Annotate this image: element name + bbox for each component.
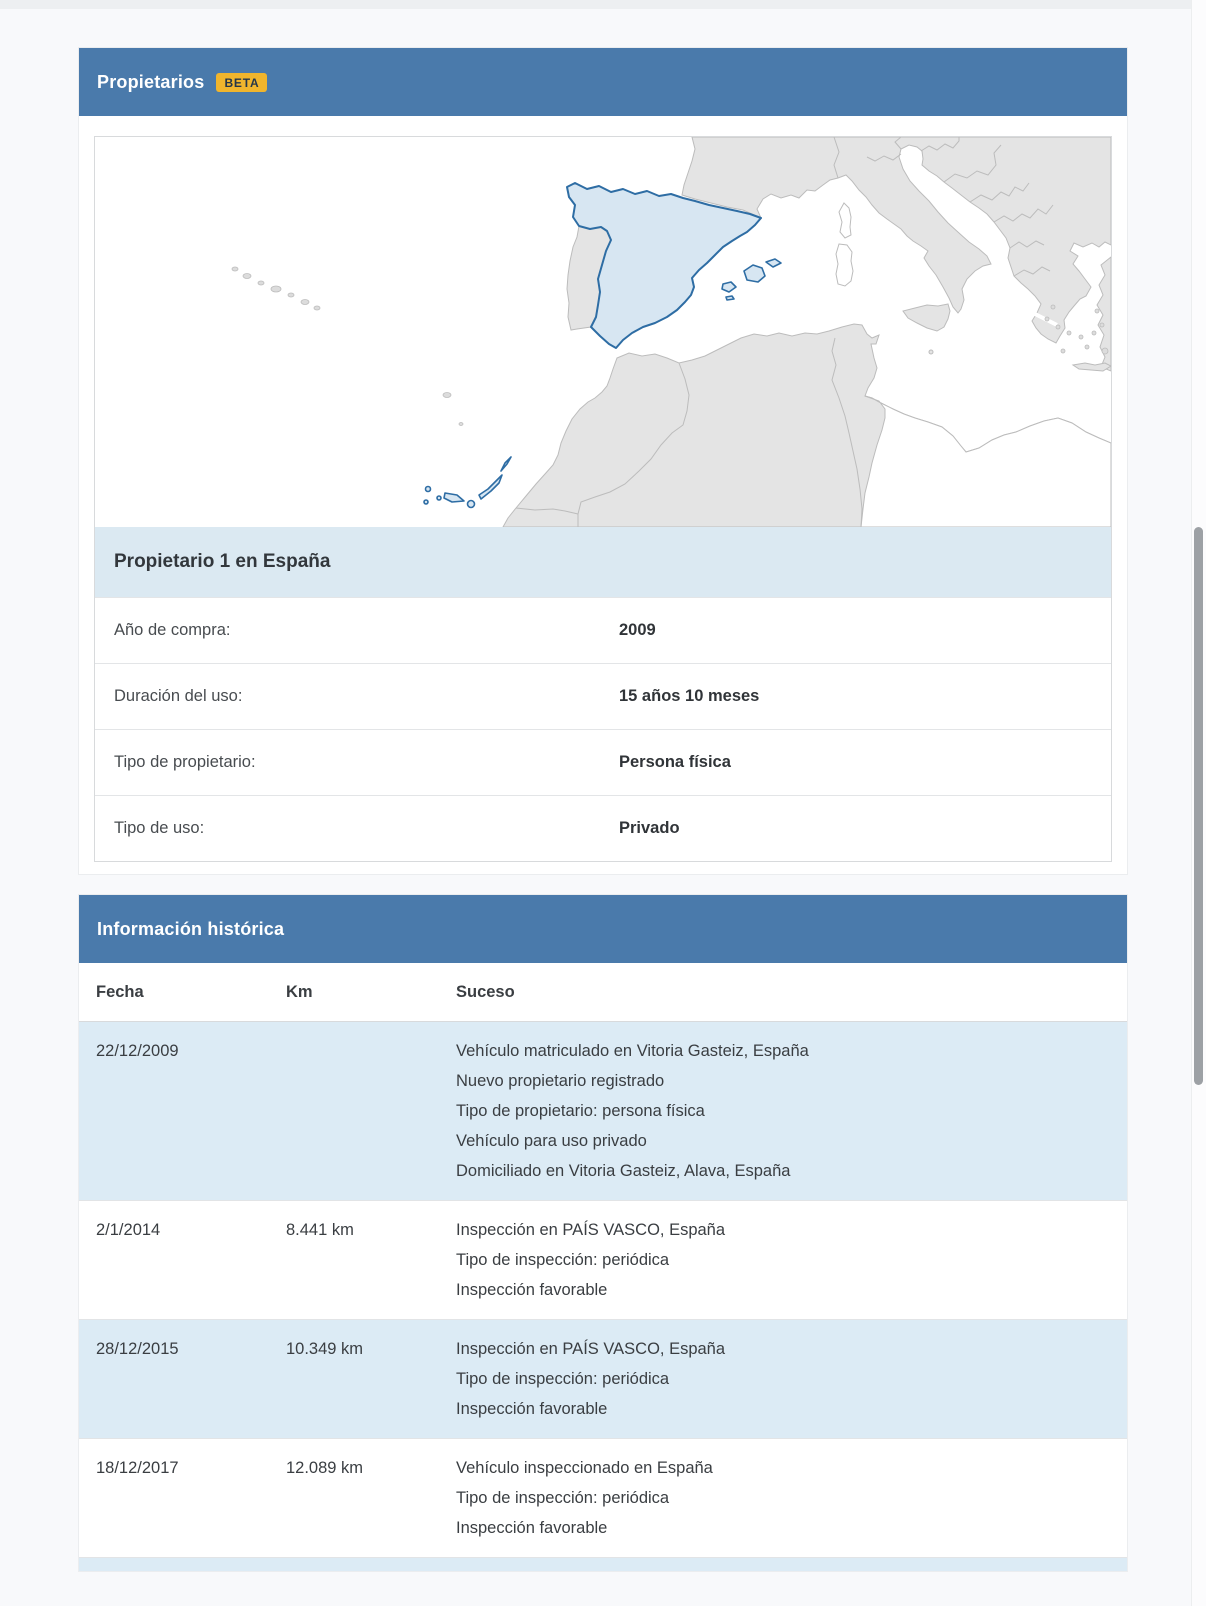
scrollbar-thumb[interactable] <box>1194 527 1203 1085</box>
col-header-suceso: Suceso <box>439 963 1127 1022</box>
owners-card-body <box>79 116 1127 862</box>
owner-details-box <box>94 136 1112 862</box>
europe-map <box>95 137 1111 527</box>
malta <box>929 350 933 354</box>
suceso-line: Inspección favorable <box>456 1519 608 1537</box>
owner-row-usage-duration <box>95 663 1111 729</box>
owner-row-owner-type <box>95 729 1111 795</box>
scrollbar-track[interactable] <box>1191 0 1206 1606</box>
col-header-fecha: Fecha <box>79 963 269 1022</box>
owners-title: Propietarios <box>97 71 205 92</box>
owner-row-usage-type <box>95 795 1111 861</box>
owner-row-label: Año de compra: <box>114 621 231 639</box>
cell-fecha: 28/12/2015 <box>79 1320 269 1439</box>
history-table <box>79 963 1127 1557</box>
table-row <box>79 1022 1127 1201</box>
suceso-line: Vehículo para uso privado <box>456 1132 647 1150</box>
suceso-line: Tipo de inspección: periódica <box>456 1251 670 1269</box>
cell-suceso <box>439 1201 1127 1320</box>
europe-map-svg <box>95 137 1111 527</box>
owner-subheader: Propietario 1 en España <box>95 527 1111 597</box>
suceso-line: Inspección favorable <box>456 1281 608 1299</box>
owner-row-label: Tipo de propietario: <box>114 753 256 771</box>
owner-row-value: 15 años 10 meses <box>619 687 760 705</box>
suceso-line: Vehículo matriculado en Vitoria Gasteiz, España <box>456 1042 809 1060</box>
suceso-line: Inspección en PAÍS VASCO, España <box>456 1340 726 1358</box>
suceso-line: Nuevo propietario registrado <box>456 1072 665 1090</box>
beta-badge: BETA <box>216 73 267 92</box>
cell-fecha: 18/12/2017 <box>79 1439 269 1558</box>
cell-km <box>269 1022 439 1201</box>
owners-card-header <box>79 48 1127 116</box>
history-title: Información histórica <box>97 918 285 939</box>
owner-row-value: 2009 <box>619 621 656 639</box>
suceso-line: Tipo de inspección: periódica <box>456 1370 670 1388</box>
cell-suceso <box>439 1439 1127 1558</box>
cell-km: 12.089 km <box>269 1439 439 1558</box>
table-row <box>79 1201 1127 1320</box>
owner-row-label: Duración del uso: <box>114 687 243 705</box>
cell-fecha: 2/1/2014 <box>79 1201 269 1320</box>
owners-card <box>78 47 1128 875</box>
col-header-km: Km <box>269 963 439 1022</box>
cell-fecha: 22/12/2009 <box>96 1042 179 1060</box>
suceso-line: Inspección favorable <box>456 1400 608 1418</box>
sardinia <box>836 244 853 286</box>
history-card <box>78 894 1128 1572</box>
owner-row-value: Persona física <box>619 753 731 771</box>
owner-row-label: Tipo de uso: <box>114 819 205 837</box>
cell-suceso <box>439 1320 1127 1439</box>
suceso-line: Vehículo inspeccionado en España <box>456 1459 713 1477</box>
suceso-line: Tipo de inspección: periódica <box>456 1489 670 1507</box>
suceso-line: Inspección en PAÍS VASCO, España <box>456 1221 726 1239</box>
owner-row-value: Privado <box>619 819 680 837</box>
cell-km: 8.441 km <box>269 1201 439 1320</box>
table-row <box>79 1439 1127 1558</box>
suceso-line: Domiciliado en Vitoria Gasteiz, Alava, España <box>456 1162 791 1180</box>
page-top-strip <box>0 0 1206 9</box>
history-card-header <box>79 895 1127 963</box>
cell-km: 10.349 km <box>269 1320 439 1439</box>
suceso-line: Tipo de propietario: persona física <box>456 1102 705 1120</box>
owner-row-purchase-year <box>95 597 1111 663</box>
table-row <box>79 1320 1127 1439</box>
next-row-partial <box>79 1557 1127 1572</box>
history-header-row <box>79 963 1127 1022</box>
cell-suceso <box>439 1022 1127 1201</box>
